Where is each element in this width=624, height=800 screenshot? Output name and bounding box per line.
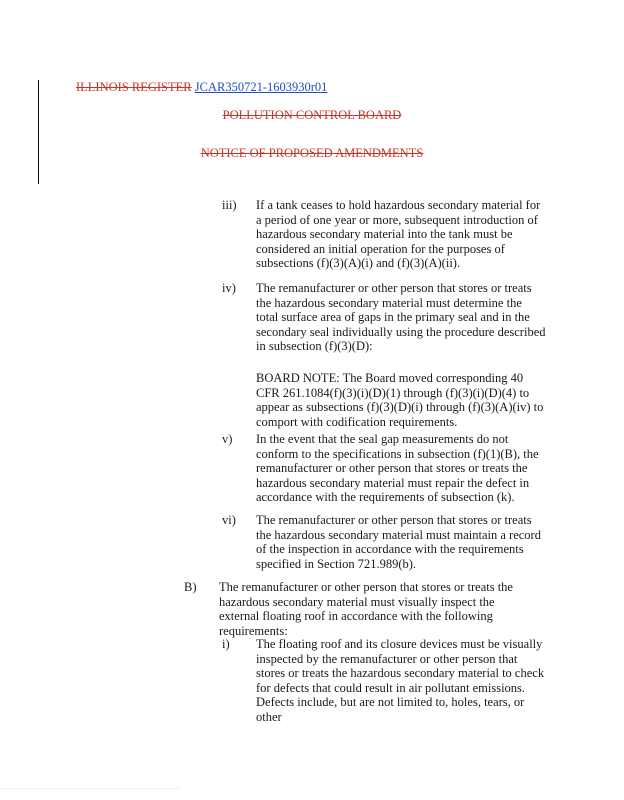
item-text: In the event that the seal gap measurements do not conform to the specifications in subsection (f)(1)(B), the remanufacturer or other person that stores or treats the hazardous secondary material must repair the defect in accordance with the requirements of subsection (k). xyxy=(256,432,539,505)
notice-title: NOTICE OF PROPOSED AMENDMENTS xyxy=(200,146,424,160)
item-label: B) xyxy=(184,580,197,594)
register-inserted-text[interactable]: JCAR350721-1603930r01 xyxy=(194,80,328,94)
board-note: BOARD NOTE: The Board moved corresponding 40 CFR 261.1084(f)(3)(i)(D)(1) through (f)(3)(i)(D)(4) to appear as subsections (f)(3)(D)(i) through (f)(3)(A)(iv) to comport with codification requirements. xyxy=(256,371,544,429)
register-struck-text: ILLINOIS REGISTER xyxy=(76,80,192,94)
item-text: The floating roof and its closure devices must be visually inspected by the remanufacturer or other person that stores or treats the hazardous secondary material to check for defects that could result in air pollutant emissions. Defects include, but are not limited to, holes, tears, or other xyxy=(256,637,545,724)
item-text: The remanufacturer or other person that stores or treats the hazardous secondary material must determine the total surface area of gaps in the primary seal and in the secondary seal individually using the procedure described in subsection (f)(3)(D): xyxy=(256,281,546,354)
item-label: v) xyxy=(222,432,233,446)
change-bar xyxy=(38,80,39,184)
board-title: POLLUTION CONTROL BOARD xyxy=(222,108,402,122)
footer-rule xyxy=(0,788,180,789)
item-text: If a tank ceases to hold hazardous secondary material for a period of one year or more, subsequent introduction of hazardous secondary material into the tank must be considered an initial operation for the purposes of subsections (f)(3)(A)(i) and (f)(3)(A)(ii). xyxy=(256,198,541,271)
register-header xyxy=(76,80,327,95)
item-text: The remanufacturer or other person that stores or treats the hazardous secondary material must maintain a record of the inspection in accordance with the requirements specified in Section 721.989(b). xyxy=(256,513,541,571)
item-label: i) xyxy=(222,637,230,651)
item-label: vi) xyxy=(222,513,236,527)
item-text: The remanufacturer or other person that stores or treats the hazardous secondary material must visually inspect the external floating roof in accordance with the following requirements: xyxy=(219,580,513,638)
item-label: iii) xyxy=(222,198,237,212)
item-label: iv) xyxy=(222,281,236,295)
